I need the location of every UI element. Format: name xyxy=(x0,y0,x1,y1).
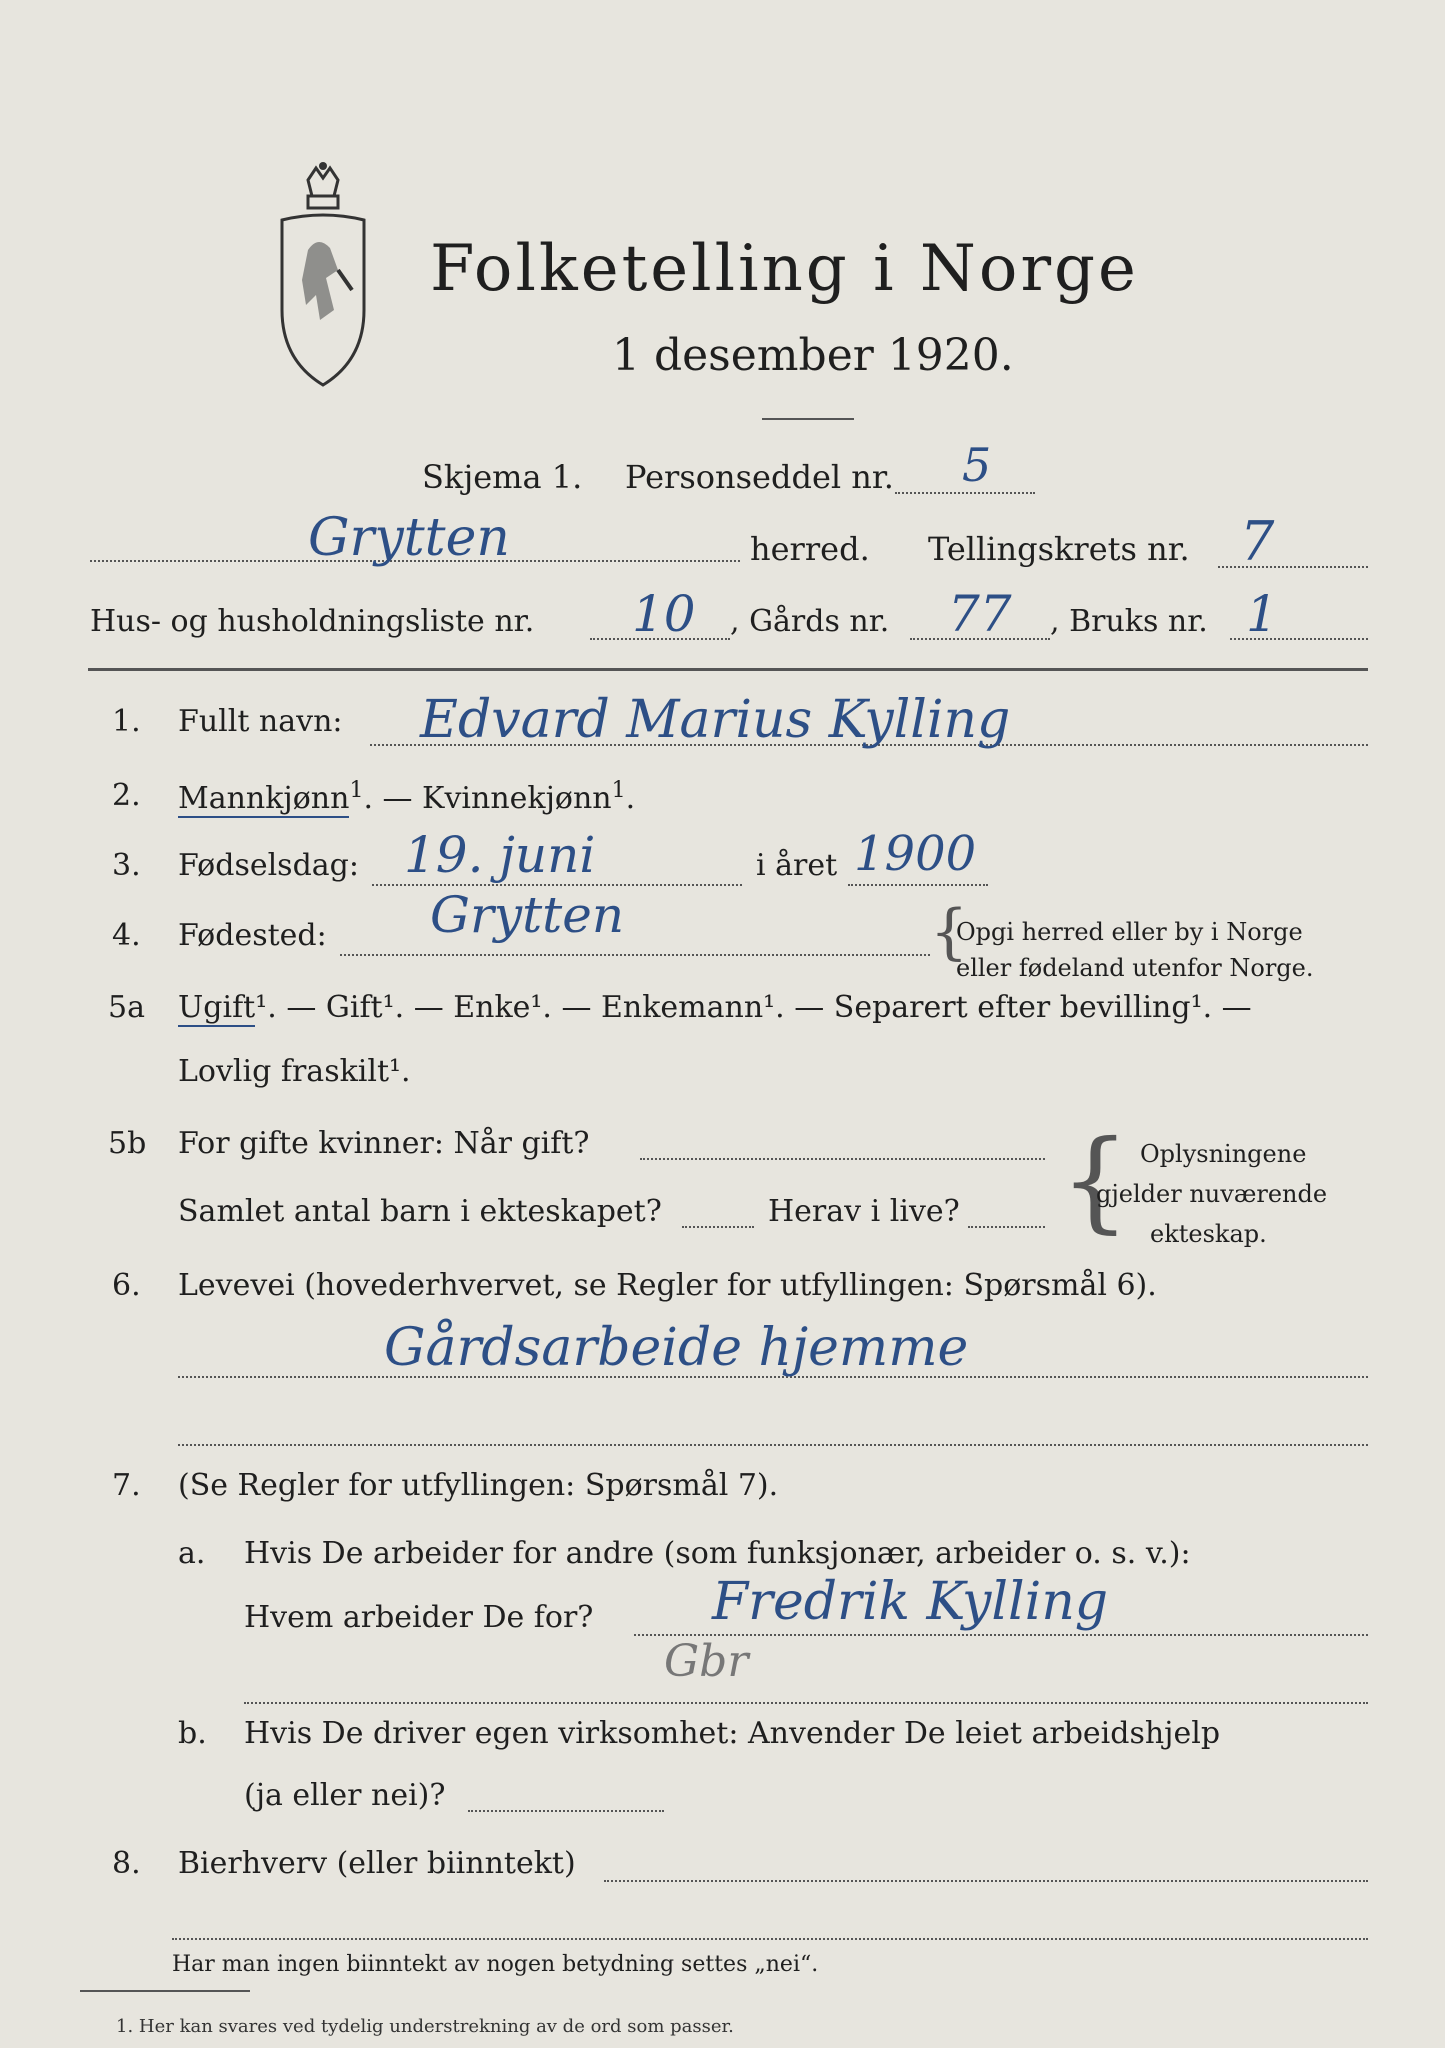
q1-number: 1. xyxy=(112,704,141,739)
q8-number: 8. xyxy=(112,1846,141,1881)
form-title: Folketelling i Norge xyxy=(430,232,1139,306)
q7b-letter: b. xyxy=(178,1716,207,1751)
q7a-letter: a. xyxy=(178,1536,206,1571)
q4-label: Fødested: xyxy=(178,918,327,953)
footer-note: Har man ingen biinntekt av nogen betydning settes „nei“. xyxy=(172,1952,819,1977)
q7b-line-1: Hvis De driver egen virksomhet: Anvender De leiet arbeidshjelp xyxy=(244,1716,1221,1751)
q7a-line-2: Hvem arbeider De for? xyxy=(244,1600,594,1635)
q5b-note-1: Oplysningene xyxy=(1140,1140,1307,1168)
q5b-number: 5b xyxy=(108,1126,147,1161)
birthday-value: 19. juni xyxy=(404,826,596,884)
q3-number: 3. xyxy=(112,848,141,883)
q6-number: 6. xyxy=(112,1268,141,1303)
q5b-line-1: For gifte kvinner: Når gift? xyxy=(178,1126,590,1161)
q7-label: (Se Regler for utfyllingen: Spørsmål 7). xyxy=(178,1468,779,1503)
annotation-initials: Gbr xyxy=(664,1636,749,1687)
gender-female: Kvinnekjønn xyxy=(422,781,612,816)
q1-label: Fullt navn: xyxy=(178,704,343,739)
q4-note-2: eller fødeland utenfor Norge. xyxy=(956,954,1314,982)
skjema-label: Skjema 1. xyxy=(422,458,583,496)
footnote: 1. Her kan svares ved tydelig understrekning av de ord som passer. xyxy=(116,2016,734,2037)
birth-year-value: 1900 xyxy=(854,826,977,882)
q8-label: Bierhverv (eller biinntekt) xyxy=(178,1846,576,1881)
q7a-line-1: Hvis De arbeider for andre (som funksjonær, arbeider o. s. v.): xyxy=(244,1536,1191,1571)
q5b-alive-label: Herav i live? xyxy=(768,1194,960,1229)
herred-value: Grytten xyxy=(308,508,510,568)
q5a-number: 5a xyxy=(108,990,145,1025)
marital-ugift: Ugift xyxy=(178,990,256,1025)
herred-label: herred. xyxy=(750,530,870,568)
occupation-value: Gårdsarbeide hjemme xyxy=(384,1318,969,1378)
gards-value: 77 xyxy=(948,585,1012,643)
employer-value: Fredrik Kylling xyxy=(712,1572,1109,1632)
q5b-note-2: gjelder nuværende xyxy=(1096,1180,1328,1208)
marital-status-line-2: Lovlig fraskilt¹. xyxy=(178,1054,411,1089)
form-date: 1 desember 1920. xyxy=(612,330,1014,381)
section-divider xyxy=(88,668,1368,671)
q5b-note-3: ekteskap. xyxy=(1150,1220,1267,1248)
bruks-label: , Bruks nr. xyxy=(1050,604,1208,639)
hus-value: 10 xyxy=(632,585,696,643)
q4-number: 4. xyxy=(112,918,141,953)
tellingskrets-value: 7 xyxy=(1240,510,1275,573)
q2-number: 2. xyxy=(112,778,141,813)
q5b-children-label: Samlet antal barn i ekteskapet? xyxy=(178,1194,662,1229)
q7-number: 7. xyxy=(112,1468,141,1503)
tellingskrets-label: Tellingskrets nr. xyxy=(928,530,1190,568)
birthplace-value: Grytten xyxy=(430,886,625,944)
full-name-value: Edvard Marius Kylling xyxy=(420,690,1011,750)
personseddel-value: 5 xyxy=(962,438,992,492)
q7b-line-2: (ja eller nei)? xyxy=(244,1778,446,1813)
bruks-value: 1 xyxy=(1246,585,1278,643)
divider xyxy=(762,418,854,420)
marital-status-line: Ugift¹. — Gift¹. — Enke¹. — Enkemann¹. — Separert efter bevilling¹. — xyxy=(178,990,1252,1025)
gards-label: , Gårds nr. xyxy=(730,604,890,639)
hus-label: Hus- og husholdningsliste nr. xyxy=(90,604,535,639)
q6-label: Levevei (hovederhvervet, se Regler for utfyllingen: Spørsmål 6). xyxy=(178,1268,1157,1303)
gender-line: Mannkjønn$^1$. — Kvinnekjønn$^1$. xyxy=(178,778,636,816)
q3-year-label: i året xyxy=(756,848,838,883)
norway-coat-of-arms-icon xyxy=(268,160,378,390)
personseddel-label: Personseddel nr. xyxy=(625,458,894,496)
census-form: Folketelling i Norge 1 desember 1920. Skjema 1. Personseddel nr. 5 Grytten herred. Tellingskrets nr. 7 Hus- og husholdningsliste nr. 10 , Gårds nr. 77 , Bruks nr. 1 1. Fullt navn: Edvard Marius Kylling 2. Mannkjønn$^1$. — Kvinnekjønn$^1$. 3. Fødselsdag: 19. juni i året 1900 4. Fødested: Grytten { Opgi herred eller by i Norge eller fødeland utenfor Norge. 5a Ugift¹. — Gift¹. — Enke¹. — Enkemann¹. — Separert efter bevilling¹. — Lovlig fraskilt¹. 5b For gifte kvinner: Når gift? Samlet antal barn i ekteskapet? Herav i live? { Oplysningene gjelder nuværende ekteskap. 6. Levevei (hovederhvervet, se Regler for utfyllingen: Spørsmål 6). Gårdsarbeide hjemme 7. (Se Regler for utfyllingen: Spørsmål 7). a. Hvis De arbeider for andre (som funksjonær, arbeider o. s. v.): Hvem arbeider De for? Fredrik Kylling Gbr b. Hvis De driver egen virksomhet: Anvender De leiet arbeidshjelp (ja eller nei)? 8. Bierhverv (eller biinntekt) Har man ingen biinntekt av nogen betydning settes „nei“. 1. Her kan svares ved tydelig understrekning av de ord som passer. xyxy=(0,0,1445,2048)
gender-male: Mannkjønn xyxy=(178,781,350,816)
q4-note-1: Opgi herred eller by i Norge xyxy=(956,918,1303,946)
q3-label: Fødselsdag: xyxy=(178,848,359,883)
